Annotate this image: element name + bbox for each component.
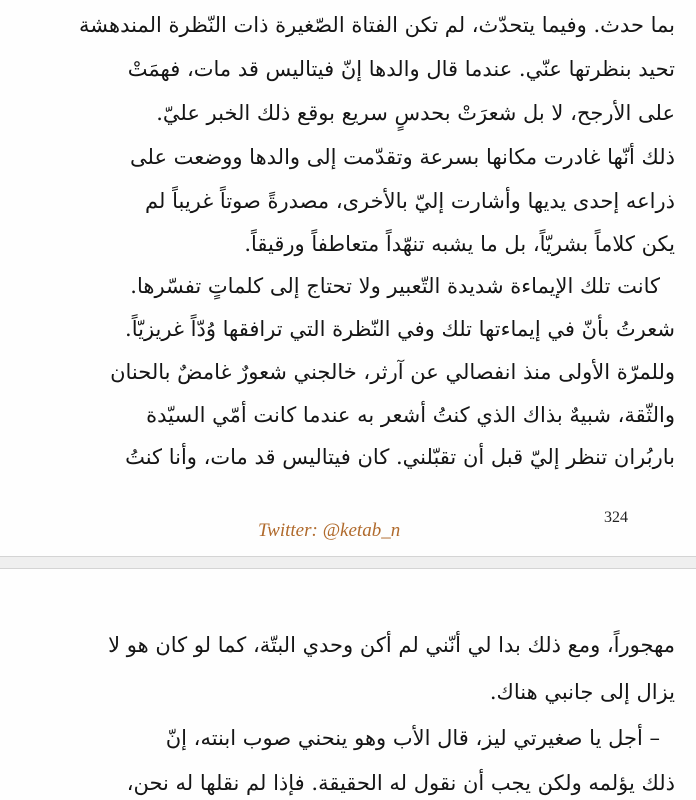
text-line: شعرتُ بأنّ في إيماءتها تلك وفي النّظرة التي ترافقها وُدّاً غريزيّاً. bbox=[125, 317, 675, 341]
text-line: ذلك يؤلمه ولكن يجب أن نقول له الحقيقة. فإذا لم نقلها له نحن، bbox=[126, 771, 675, 795]
text-line: يكن كلاماً بشريّاً، بل ما يشبه تنهّداً متعاطفاً ورقيقاً. bbox=[244, 232, 675, 256]
text-line: ذراعه إحدى يديها وأشارت إليّ بالأخرى، مصدرةً صوتاً غريباً لم bbox=[145, 189, 675, 213]
text-line: بما حدث. وفيما يتحدّث، لم تكن الفتاة الصّغيرة ذات النّظرة المندهشة bbox=[79, 13, 675, 37]
text-line: على الأرجح، لا بل شعرَتْ بحدسٍ سريع بوقع ذلك الخبر عليّ. bbox=[156, 101, 675, 125]
text-line: وللمرّة الأولى منذ انفصالي عن آرثر، خالجني شعورٌ غامضٌ بالحنان bbox=[110, 360, 675, 384]
text-line: تحيد بنظرتها عنّي. عندما قال والدها إنّ فيتاليس قد مات، فهمَتْ bbox=[127, 57, 675, 81]
page-number: 324 bbox=[604, 509, 628, 526]
watermark-twitter-handle: Twitter: @ketab_n bbox=[258, 520, 401, 541]
text-line: باربُران تنظر إليّ قبل أن تقبّلني. كان فيتاليس قد مات، وأنا كنتُ bbox=[125, 445, 675, 469]
text-line: يزال إلى جانبي هناك. bbox=[489, 680, 675, 704]
text-line: والثّقة، شبيهٌ بذاك الذي كنتُ أشعر به عندما كانت أمّي السيّدة bbox=[146, 403, 675, 427]
text-line: كانت تلك الإيماءة شديدة التّعبير ولا تحتاج إلى كلماتٍ تفسّرها. bbox=[130, 274, 660, 298]
text-line: – أجل يا صغيرتي ليز، قال الأب وهو ينحني صوب ابنته، إنّ bbox=[165, 726, 660, 750]
text-line: مهجوراً، ومع ذلك بدا لي أنّني لم أكن وحدي البتّة، كما لو كان هو لا bbox=[108, 633, 675, 657]
book-page-bottom bbox=[0, 568, 696, 800]
text-line: ذلك أنّها غادرت مكانها بسرعة وتقدّمت إلى والدها ووضعت على bbox=[129, 145, 675, 169]
